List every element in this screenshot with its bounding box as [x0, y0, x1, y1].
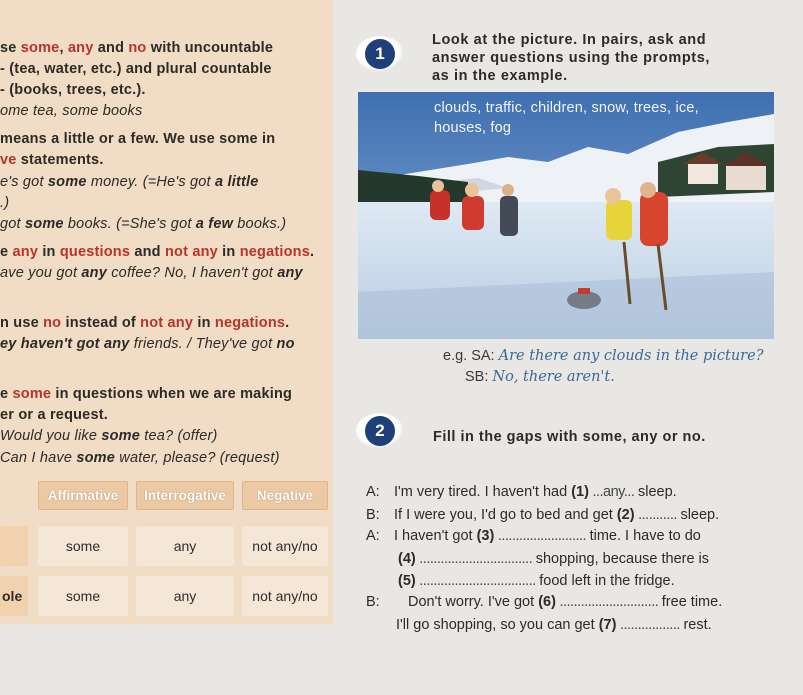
dialogue-text: rest.: [683, 617, 712, 633]
exercise-2-instruction-word-no: no: [682, 429, 702, 445]
gap-number: (1): [571, 484, 589, 500]
grammar-line-segment: some: [76, 450, 116, 466]
table-row-label: ole: [0, 576, 28, 616]
table-cell: any: [136, 526, 234, 566]
grammar-line-segment: .: [285, 315, 290, 331]
dialogue-speaker: A:: [366, 484, 380, 500]
table-cell: some: [38, 526, 128, 566]
grammar-line-segment: any: [81, 265, 107, 281]
grammar-line-segment: not any: [164, 244, 218, 260]
grammar-line: [0, 103, 142, 119]
grammar-line: [0, 386, 292, 402]
table-row-label: [0, 526, 28, 566]
grammar-line-segment: some: [101, 428, 141, 444]
grammar-line-segment: coffee? No, I haven't got: [107, 265, 278, 281]
gap-number: (3): [476, 528, 495, 544]
example-question-prefix: e.g. SA:: [443, 348, 495, 364]
gap-blank[interactable]: ...any...: [588, 484, 638, 500]
dialogue-line: [394, 507, 719, 523]
gap-number: (6): [538, 594, 556, 610]
grammar-line-segment: - (tea, water, etc.) and plural countable: [0, 61, 272, 77]
gap-number: (7): [598, 617, 617, 633]
dialogue-speaker: A:: [366, 528, 380, 544]
dialogue-text: If I were you, I'd go to bed and get: [394, 507, 617, 523]
exercise-1-instruction-line: Look at the picture. In pairs, ask and: [432, 32, 707, 48]
grammar-line-segment: no: [43, 315, 62, 331]
table-cell: not any/no: [242, 526, 328, 566]
gap-number: (4): [398, 551, 416, 567]
exercise-2-badge: [356, 413, 404, 449]
exercise-2-instruction: [433, 429, 706, 445]
grammar-line-segment: and: [93, 40, 129, 56]
grammar-line-segment: means a little or a few. We use some in: [0, 131, 276, 147]
grammar-line-segment: some: [12, 386, 52, 402]
dialogue-text: food left in the fridge.: [539, 573, 675, 589]
grammar-line-segment: e: [0, 386, 13, 402]
gap-number: (5): [398, 573, 416, 589]
dialogue-speaker: B:: [366, 507, 380, 523]
table-cell: some: [38, 576, 128, 616]
gap-blank[interactable]: .................................: [415, 573, 540, 589]
dialogue-text: sleep.: [637, 484, 677, 500]
grammar-line-segment: .): [0, 195, 10, 211]
grammar-line-segment: tea? (offer): [140, 428, 218, 444]
grammar-line-segment: any: [12, 244, 39, 260]
grammar-line: [0, 450, 280, 466]
table-cell: not any/no: [242, 576, 328, 616]
grammar-line-segment: ,: [59, 40, 68, 56]
grammar-line: [0, 131, 275, 147]
grammar-line: [0, 195, 9, 211]
example-answer-prefix: SB:: [465, 369, 489, 385]
dialogue-line: [398, 551, 709, 567]
grammar-line-segment: not any: [140, 315, 194, 331]
dialogue-text: Don't worry. I've got: [408, 594, 539, 610]
exercise-2-number: 2: [365, 416, 395, 446]
exercise-2-instruction-text: Fill in the gaps with: [433, 429, 583, 445]
dialogue-text: I'm very tired. I haven't had: [394, 484, 572, 500]
grammar-line-segment: got: [0, 216, 25, 232]
dialogue-line: [394, 528, 701, 544]
grammar-line-segment: Would you like: [0, 428, 102, 444]
grammar-line-segment: with uncountable: [146, 40, 274, 56]
grammar-line-segment: negations: [214, 315, 286, 331]
dialogue-text: sleep.: [680, 507, 720, 523]
table-header-interrogative: Interrogative: [136, 481, 234, 510]
grammar-line: [0, 407, 108, 423]
grammar-line-segment: e: [0, 244, 13, 260]
gap-blank[interactable]: .................: [616, 617, 684, 633]
exercise-1-instruction-line: as in the example.: [432, 68, 568, 84]
grammar-line-segment: books. (=She's got: [63, 216, 196, 232]
grammar-line-segment: any: [67, 40, 94, 56]
dialogue-text: free time.: [661, 594, 723, 610]
exercise-1-badge: [356, 36, 404, 72]
grammar-line-segment: no: [276, 336, 295, 352]
grammar-line: [0, 315, 289, 331]
grammar-line-segment: Can I have: [0, 450, 77, 466]
grammar-line: [0, 40, 273, 56]
grammar-line: [0, 82, 146, 98]
grammar-line-segment: er or a request.: [0, 407, 108, 423]
grammar-line-segment: books.): [233, 216, 287, 232]
grammar-line-segment: se: [0, 40, 21, 56]
exercise-2-instruction-words: some, any: [582, 429, 658, 445]
grammar-line-segment: some: [47, 174, 87, 190]
table-header-affirmative: Affirmative: [38, 481, 128, 510]
grammar-line-segment: negations: [239, 244, 310, 260]
grammar-line-segment: .: [309, 244, 315, 260]
grammar-line-segment: - (books, trees, etc.).: [0, 82, 146, 98]
grammar-line-segment: in: [217, 244, 240, 260]
grammar-line-segment: money. (=He's got: [86, 174, 215, 190]
grammar-line-segment: ve: [0, 152, 17, 168]
curling-photo: [358, 92, 774, 339]
grammar-line: [0, 216, 286, 232]
dialogue-line: [394, 484, 677, 500]
grammar-line-segment: a little: [215, 174, 259, 190]
dialogue-line: [396, 617, 712, 633]
example-question-text: Are there any clouds in the picture?: [498, 348, 764, 364]
grammar-line: [0, 152, 104, 168]
gap-number: (2): [616, 507, 635, 523]
gap-blank[interactable]: ................................: [415, 551, 536, 567]
gap-blank[interactable]: ............................: [555, 594, 662, 610]
grammar-line: [0, 336, 295, 352]
exercise-2-instruction-text: or: [657, 429, 683, 445]
grammar-line-segment: statements.: [16, 152, 104, 168]
example-answer: [465, 369, 615, 385]
grammar-line: [0, 244, 314, 260]
grammar-line-segment: ave you got: [0, 265, 82, 281]
grammar-line-segment: instead of: [61, 315, 141, 331]
grammar-line-segment: no: [128, 40, 147, 56]
grammar-line-segment: in: [193, 315, 215, 331]
dialogue-text: shopping, because there is: [535, 551, 710, 567]
exercise-2-instruction-text: .: [701, 429, 706, 445]
grammar-line-segment: in questions when we are making: [51, 386, 293, 402]
grammar-line-segment: questions: [59, 244, 131, 260]
exercise-1-prompts: clouds, traffic, children, snow, trees, ice, houses, fog: [434, 100, 699, 136]
grammar-line-segment: n use: [0, 315, 44, 331]
example-question: [443, 348, 763, 364]
dialogue-line: [408, 594, 722, 610]
grammar-line-segment: friends. / They've got: [129, 336, 277, 352]
table-header-negative: Negative: [242, 481, 328, 510]
dialogue-text: time. I have to do: [589, 528, 701, 544]
grammar-line-segment: some: [25, 216, 64, 232]
dialogue-speaker: B:: [366, 594, 380, 610]
grammar-line-segment: water, please? (request): [115, 450, 280, 466]
gap-blank[interactable]: ...........: [634, 507, 681, 523]
grammar-line-segment: in: [38, 244, 60, 260]
grammar-line-segment: any: [277, 265, 303, 281]
grammar-line-segment: ome tea, some books: [0, 103, 143, 119]
grammar-line-segment: and: [130, 244, 165, 260]
gap-blank[interactable]: .........................: [494, 528, 590, 544]
grammar-line-segment: some: [20, 40, 60, 56]
exercise-1-number: 1: [365, 39, 395, 69]
dialogue-text: I'll go shopping, so you can get: [396, 617, 599, 633]
example-answer-text: No, there aren't.: [492, 369, 615, 385]
table-cell: any: [136, 576, 234, 616]
grammar-line-segment: e's got: [0, 174, 48, 190]
grammar-line: [0, 265, 303, 281]
grammar-line: [0, 428, 218, 444]
grammar-line-segment: ey haven't got any: [0, 336, 130, 352]
grammar-line-segment: a few: [195, 216, 234, 232]
dialogue-text: I haven't got: [394, 528, 477, 544]
grammar-line: [0, 61, 272, 77]
grammar-line: [0, 174, 259, 190]
exercise-1-instruction-line: answer questions using the prompts,: [432, 50, 711, 66]
dialogue-line: [398, 573, 675, 589]
